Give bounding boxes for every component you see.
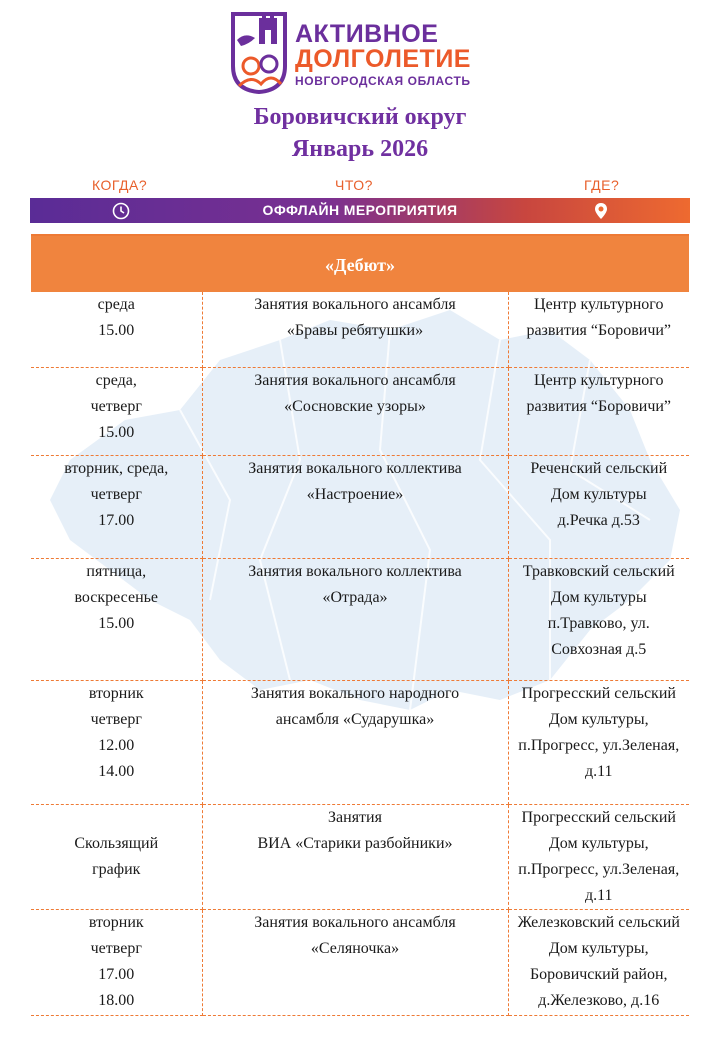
where-cell — [508, 680, 689, 804]
what-text: «Бравы ребятушки» — [286, 322, 424, 339]
when-text: 12.00 — [98, 736, 135, 754]
banner-label: ОФФЛАЙН МЕРОПРИЯТИЯ — [262, 202, 458, 218]
when-text: 14.00 — [98, 762, 135, 780]
what-cell — [202, 909, 508, 1015]
what-text: Занятия вокального коллектива — [248, 562, 462, 580]
where-text: Дом культуры, — [548, 939, 649, 957]
schedule-table — [31, 234, 689, 1016]
where-text: д.11 — [584, 886, 613, 904]
when-cell — [31, 909, 202, 1015]
what-cell — [202, 680, 508, 804]
when-text: 15.00 — [98, 614, 135, 632]
when-cell — [31, 558, 202, 680]
where-text: Прогресский сельский — [521, 808, 676, 826]
table-row — [31, 455, 689, 558]
what-cell — [202, 455, 508, 558]
table-row — [31, 804, 689, 909]
when-text: вторник, среда, — [64, 459, 169, 477]
when-cell — [31, 680, 202, 804]
what-text: ансамбля «Сударушка» — [275, 710, 435, 728]
when-text: 15.00 — [98, 322, 135, 339]
where-text: Прогресский сельский — [521, 684, 676, 702]
when-text: 18.00 — [98, 991, 135, 1009]
where-text: развития “Боровичи” — [526, 322, 672, 339]
where-text: д.Речка д.53 — [557, 511, 640, 529]
when-text: 17.00 — [98, 511, 135, 529]
when-cell — [31, 292, 202, 367]
what-text: Занятия вокального ансамбля — [254, 296, 456, 313]
where-cell — [508, 909, 689, 1015]
what-cell — [202, 558, 508, 680]
when-text: среда — [97, 296, 135, 313]
when-text: вторник — [88, 684, 144, 702]
when-text: четверг — [90, 939, 142, 957]
when-cell — [31, 367, 202, 455]
what-text: Занятия — [328, 808, 382, 826]
when-text: четверг — [90, 485, 142, 503]
what-text: Занятия вокального народного — [250, 684, 460, 702]
where-text: Железковский сельский — [517, 913, 680, 931]
where-cell — [508, 367, 689, 455]
logo-emblem-icon — [229, 10, 289, 94]
when-text: 15.00 — [98, 423, 135, 441]
table-row — [31, 367, 689, 455]
when-text: четверг — [90, 397, 142, 415]
when-text: вторник — [88, 913, 144, 931]
active-longevity-logo — [229, 10, 499, 96]
what-cell — [202, 292, 508, 367]
month-title: Январь 2026 — [291, 136, 429, 162]
where-cell — [508, 558, 689, 680]
district-title: Боровичский округ — [253, 104, 467, 130]
where-text: д.Железково, д.16 — [538, 991, 660, 1009]
table-row — [31, 909, 689, 1015]
when-header: КОГДА? — [92, 177, 148, 193]
logo-line-2: ДОЛГОЛЕТИЕ — [295, 45, 471, 73]
when-cell — [31, 804, 202, 909]
where-text: Центр культурного — [534, 296, 664, 313]
where-cell — [508, 292, 689, 367]
where-text: Дом культуры, — [548, 834, 649, 852]
what-text: Занятия вокального ансамбля — [254, 913, 456, 931]
when-text: 17.00 — [98, 965, 135, 983]
where-text: Травковский сельский — [522, 562, 675, 580]
where-text: п.Прогресс, ул.Зеленая, — [518, 860, 680, 878]
logo-line-3: НОВГОРОДСКАЯ ОБЛАСТЬ — [295, 74, 471, 88]
when-text: среда, — [95, 371, 137, 389]
where-text: п.Травково, ул. — [547, 614, 650, 632]
what-text: Занятия вокального ансамбля — [254, 371, 456, 389]
where-cell — [508, 804, 689, 909]
what-text: «Отрада» — [322, 588, 388, 606]
when-text: воскресенье — [74, 588, 159, 606]
logo-line-1: АКТИВНОЕ — [295, 20, 439, 48]
where-text: Центр культурного — [534, 371, 664, 389]
where-text: д.11 — [584, 762, 613, 780]
when-text: четверг — [90, 710, 142, 728]
where-text: Реченский сельский — [530, 459, 668, 477]
what-text: Занятия вокального коллектива — [248, 459, 462, 477]
what-cell — [202, 804, 508, 909]
where-text: Совхозная д.5 — [551, 640, 647, 658]
what-header: ЧТО? — [335, 177, 373, 193]
where-text: развития “Боровичи” — [526, 397, 672, 415]
where-cell — [508, 455, 689, 558]
where-text: п.Прогресс, ул.Зеленая, — [518, 736, 680, 754]
offline-events-banner — [30, 198, 690, 223]
what-cell — [202, 367, 508, 455]
when-text: пятница, — [86, 562, 147, 580]
what-text: «Настроение» — [306, 485, 404, 503]
when-text: Скользящий — [74, 834, 159, 852]
where-text: Дом культуры — [550, 588, 647, 606]
when-cell — [31, 455, 202, 558]
table-row — [31, 680, 689, 804]
where-text: Боровичский район, — [529, 965, 668, 983]
where-header: ГДЕ? — [584, 177, 620, 193]
what-text: ВИА «Старики разбойники» — [257, 834, 453, 852]
table-row — [31, 292, 689, 367]
location-pin-icon — [591, 201, 611, 221]
section-title: «Дебют» — [31, 234, 689, 292]
table-row — [31, 558, 689, 680]
what-text: «Селяночка» — [310, 939, 400, 957]
when-text: график — [92, 860, 141, 878]
where-text: Дом культуры — [550, 485, 647, 503]
clock-icon — [111, 201, 131, 221]
where-text: Дом культуры, — [548, 710, 649, 728]
what-text: «Сосновские узоры» — [284, 397, 426, 415]
